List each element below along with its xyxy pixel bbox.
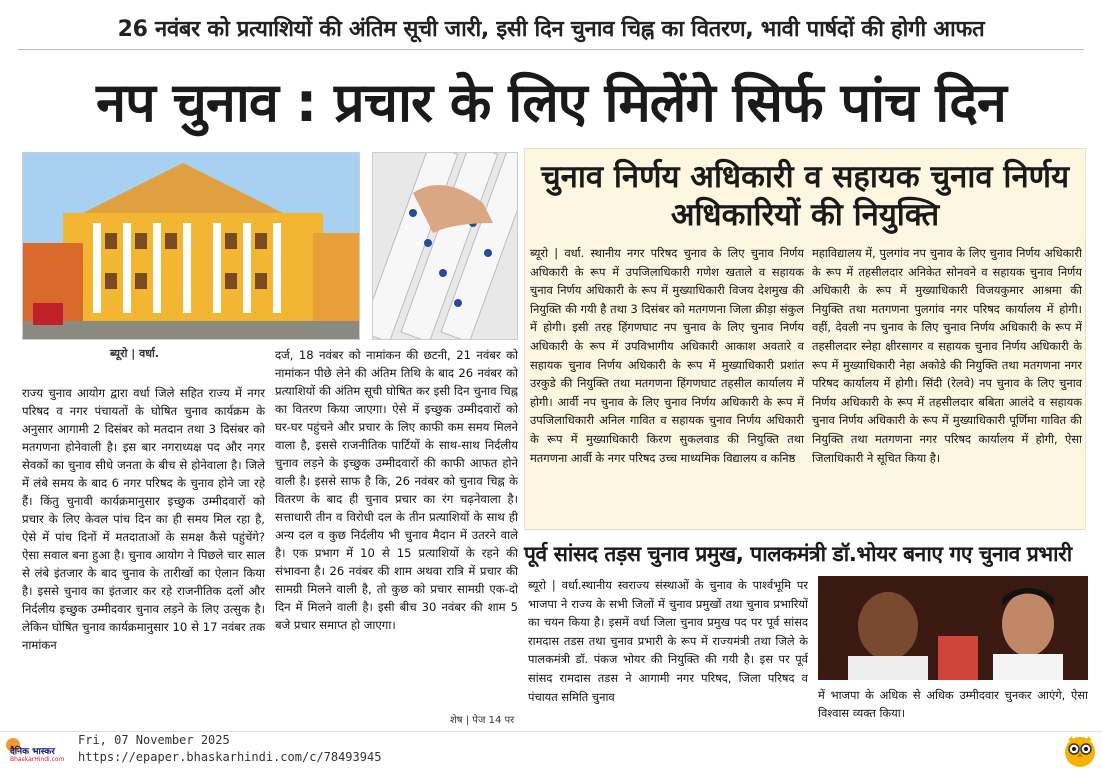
edition-date: Fri, 07 November 2025	[78, 733, 230, 747]
owl-icon[interactable]	[1062, 734, 1098, 768]
article-column-2: दर्ज, 18 नवंबर को नामांकन की छटनी, 21 नवंबर को नामांकन पीछे लेने की अंतिम तिथि के बाद 26 नवंबर को प्रत्याशियों की अंतिम सूची घोषित कर इसी दिन चुनाव चिह्न का वितरण किया जाएगा। ऐसे में इच्छुक उम्मीदवारों को घर-घर पहुंचने और प्रचार के लिए काफी कम समय मिलने वाला है, इससे राजनीतिक पार्टियों के साथ-साथ निर्दलीय चुनाव लड़ने के इच्छुक उम्मीदवारों की काफी आफत होने वाली है। इससे साफ है कि, 26 नवंबर को चुनाव चिह्न के वितरण के बाद ही चुनाव प्रचार का रंग चढ़नेवाला है। सत्ताधारी तीन व विरोधी दल के तीन प्रत्याशियों के साथ ही अन्य दल व कुछ निर्दलीय भी चुनाव मैदान में उतरने वाले है। एक प्रभाग में 10 से 15 प्रत्याशियों के रहने की संभावना है। 26 नवंबर की शाम अथवा रात्रि में प्रचार की सामग्री मिलने वाली है, तो कुछ को प्रचार सामग्री एक-दो दिन में मिलने वाली है। इसी बीच 30 नवंबर की शाम 5 बजे प्रचार समाप्त हो जाएगा।	[275, 348, 518, 632]
box-column-2: महाविद्यालय में, पुलगांव नप चुनाव के लिए चुनाव निर्णय अधिकारी के रूप में तहसीलदार अनिकेत सोनवने व सहायक चुनाव निर्णय अधिकारी के रूप में मुख्याधिकारी विजयकुमार आश्रमा की नियुक्ति तथा मतगणना पुलगांव नगर परिषद कार्यालय में होगी। वहीं, देवली नप चुनाव के लिए चुनाव निर्णय अधिकारी के रूप में तहसीलदार स्नेहा क्षीरसागर व सहायक चुनाव निर्णय अधिकारी के रूप में मुख्याधिकारी नेहा अकोडे की नियुक्ति तथा मतगणना नगर परिषद कार्यालय में होगी। सिंदी (रेलवे) नप चुनाव के लिए चुनाव निर्णय अधिकारी के रूप में तहसीलदार बबिता आलंदे व सहायक चुनाव निर्णय अधिकारी के रूप में मुख्याधिकारी पूर्णिमा गावित की नियुक्ति तथा मतगणना नगर परिषद कार्यालय में होगी, ऐसा जिलाधिकारी ने सूचित किया है।	[812, 246, 1082, 465]
second-story-headline: पूर्व सांसद तड़स चुनाव प्रमुख, पालकमंत्री डॉ.भोयर बनाए गए चुनाव प्रभारी	[524, 542, 1072, 566]
second-story-caption: में भाजपा के अधिक से अधिक उम्मीदवार चुनकर आएंगे, ऐसा विश्वास व्यक्त किया।	[818, 688, 1088, 720]
main-headline: नप चुनाव : प्रचार के लिए मिलेंगे सिर्फ पांच दिन	[96, 71, 1006, 134]
municipal-building-photo	[22, 152, 360, 340]
box-column-1: ब्यूरो | वर्धा. स्थानीय नगर परिषद चुनाव के लिए चुनाव निर्णय अधिकारी के रूप में उपजिलाधिकारी गणेश खताले व सहायक चुनाव निर्णय अधिकारी के रूप में मुख्याधिकारी विजय देशमुख की नियुक्ति की गयी है तथा 3 दिसंबर को मतगणना जिला क्रीड़ा संकुल में होगी। इसी तरह हिंगणघाट नप चुनाव के लिए चुनाव निर्णय अधिकारी के रूप में उपविभागीय अधिकारी आकाश अवतारे व सहायक चुनाव निर्णय अधिकारी के रूप में मुख्याधिकारी प्रशांत उरकुडे की नियुक्ति तथा मतगणना हिंगणघाट तहसील कार्यालय में होगी। आर्वी नप चुनाव के लिए चुनाव निर्णय अधिकारी के रूप में उपजिलाधिकारी अनिल गावित व सहायक चुनाव निर्णय अधिकारी के रूप में मुख्याधिकारी किरण सुकलवाड की नियुक्ति तथा मतगणना आर्वी के नगर परिषद उच्च माध्यमिक विद्यालय व कनिष्ठ	[530, 246, 804, 465]
box-headline: चुनाव निर्णय अधिकारी व सहायक चुनाव निर्णय अधिकारियों की नियुक्ति	[540, 159, 1070, 233]
second-story-text: ब्यूरो | वर्धा.स्थानीय स्वराज्य संस्थाओं के चुनाव के पार्श्वभूमि पर भाजपा ने राज्य के सभी जिलों में चुनाव प्रमुखों तथा चुनाव प्रभारियों का चयन किया है। इसमें वर्धा जिला चुनाव प्रमुख पद पर पूर्व सांसद रामदास तडस तथा चुनाव प्रभारी के रूप में राज्यमंत्री तथा जिले के पालकमंत्री डॉ. पंकज भोयर की नियुक्ति की गयी है। इस पर पूर्व सांसद रामदास तडस ने आगामी नगर परिषद, जिला परिषद व पंचायत समिति चुनाव	[528, 578, 808, 704]
evm-voting-photo	[372, 152, 518, 340]
photo-credit: ब्यूरो | वर्धा.	[110, 347, 159, 360]
continued-note: शेष | पेज 14 पर	[450, 715, 515, 726]
logo-subtext: BhaskarHindi.com	[10, 756, 65, 763]
leaders-photo	[818, 576, 1088, 680]
kicker-headline: 26 नवंबर को प्रत्याशियों की अंतिम सूची जारी, इसी दिन चुनाव चिह्न का वितरण, भावी पार्षदों की होगी आफत	[0, 0, 1102, 56]
epaper-url[interactable]: https://epaper.bhaskarhindi.com/c/78493945	[78, 750, 382, 764]
dainik-bhaskar-logo[interactable]	[6, 738, 76, 764]
logo-text: दैनिक भास्कर	[10, 747, 55, 757]
article-column-1: राज्य चुनाव आयोग द्वारा वर्धा जिले सहित राज्य में नगर परिषद व नगर पंचायतों के घोषित चुनाव कार्यक्रम के अनुसार आगामी 2 दिसंबर को मतदान तथा 3 दिसंबर को मतगणना होनेवाली है। इस बार नगराध्यक्ष पद और नगर सेवकों का चुनाव सीधे जनता के बीच से होनेवाला है। जिले में लंबे समय के बाद 6 नगर परिषद के चुनाव होने जा रहे हैं। किंतु चुनावी कार्यक्रमानुसार इच्छुक उम्मीदवारों को प्रचार के लिए केवल पांच दिन का ही समय मिल रहा है, ऐसे में पांच दिनों में मतदाताओं के समक्ष कैसे पहुंचेंगे? ऐसा सवाल बना हुआ है। चुनाव आयोग ने पिछले चार साल से लंबे इंतजार के बाद चुनाव के तारीखों का ऐलान किया है। इससे चुनाव का इंतजार कर रहे राजनीतिक दलों और निर्दलीय इच्छुक उम्मीदवार चुनाव लड़ने के लिए उत्सुक है। लेकिन घोषित चुनाव कार्यक्रमानुसार 10 से 17 नवंबर तक नामांकन	[22, 386, 265, 652]
